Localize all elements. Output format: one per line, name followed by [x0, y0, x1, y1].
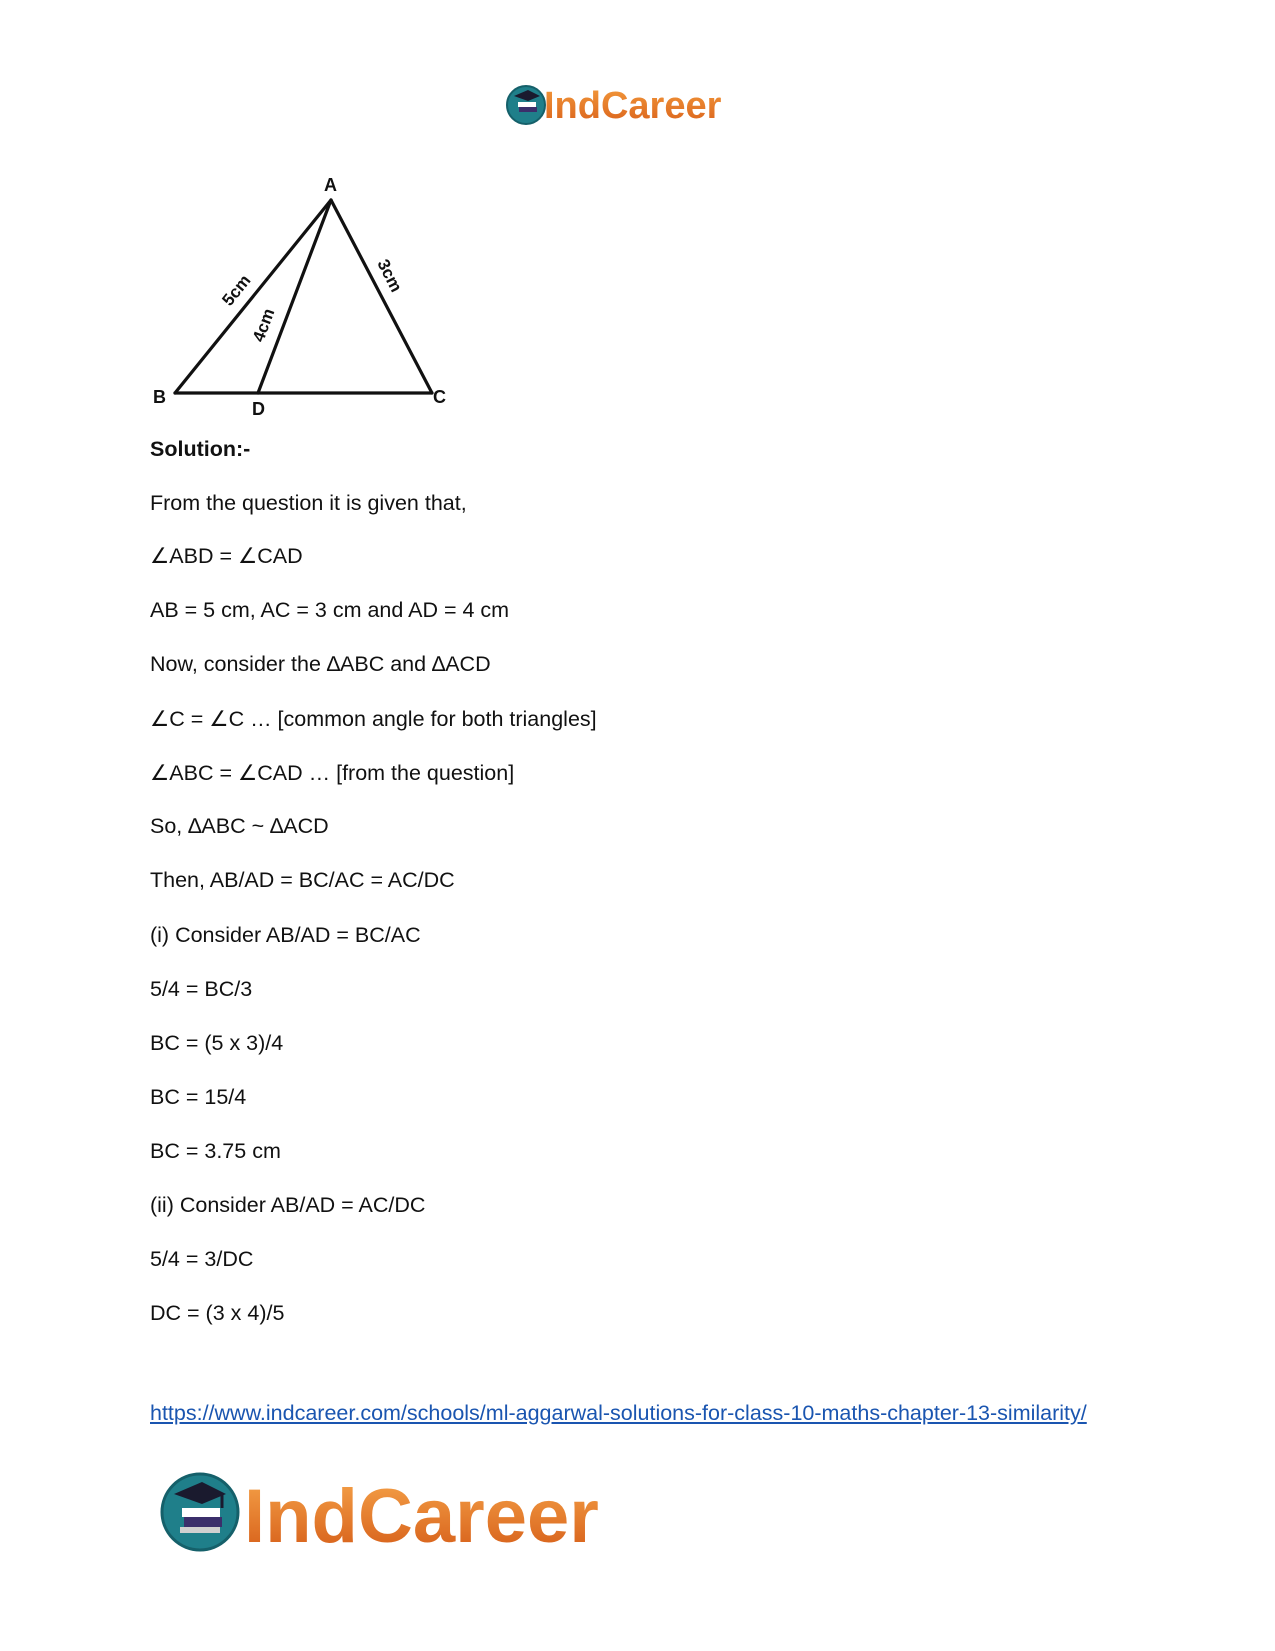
header-logo: [506, 80, 776, 130]
side-ad-length: 4cm: [248, 305, 279, 345]
side-ab: [175, 200, 331, 393]
text-line: ∠C = ∠C … [common angle for both triangles]: [150, 707, 597, 731]
triangle-figure: [150, 175, 470, 420]
text-line: 5/4 = BC/3: [150, 977, 253, 1001]
text-line: (ii) Consider AB/AD = AC/DC: [150, 1193, 426, 1217]
text-line: 5/4 = 3/DC: [150, 1247, 254, 1271]
vertex-d-label: D: [252, 399, 265, 419]
text-line: DC = (3 x 4)/5: [150, 1301, 285, 1325]
side-ac-length: 3cm: [373, 256, 406, 296]
side-ac: [331, 200, 432, 393]
source-link[interactable]: https://www.indcareer.com/schools/ml-aggarwal-solutions-for-class-10-maths-chapter-13-similarity/: [150, 1401, 1087, 1425]
text-line: From the question it is given that,: [150, 491, 467, 515]
text-line: ∠ABC = ∠CAD … [from the question]: [150, 761, 515, 785]
footer-logo: [160, 1468, 700, 1556]
text-line: BC = (5 x 3)/4: [150, 1031, 284, 1055]
text-line: BC = 15/4: [150, 1085, 247, 1109]
solution-heading: Solution:-: [150, 437, 251, 461]
text-line: AB = 5 cm, AC = 3 cm and AD = 4 cm: [150, 598, 510, 622]
text-line: (i) Consider AB/AD = BC/AC: [150, 923, 421, 947]
text-line: Then, AB/AD = BC/AC = AC/DC: [150, 868, 455, 892]
side-ab-length: 5cm: [218, 271, 255, 310]
footer-logo-text: IndCareer: [244, 1474, 599, 1556]
vertex-c-label: C: [433, 387, 446, 407]
header-logo-text: IndCareer: [544, 85, 722, 127]
globe-icon: [507, 86, 545, 124]
text-line: So, ∆ABC ~ ∆ACD: [150, 814, 329, 838]
text-line: Now, consider the ∆ABC and ∆ACD: [150, 652, 491, 676]
side-ad: [258, 200, 331, 393]
vertex-a-label: A: [324, 175, 337, 195]
text-line: ∠ABD = ∠CAD: [150, 544, 303, 568]
vertex-b-label: B: [153, 387, 166, 407]
text-line: BC = 3.75 cm: [150, 1139, 281, 1163]
globe-icon: [162, 1474, 238, 1550]
